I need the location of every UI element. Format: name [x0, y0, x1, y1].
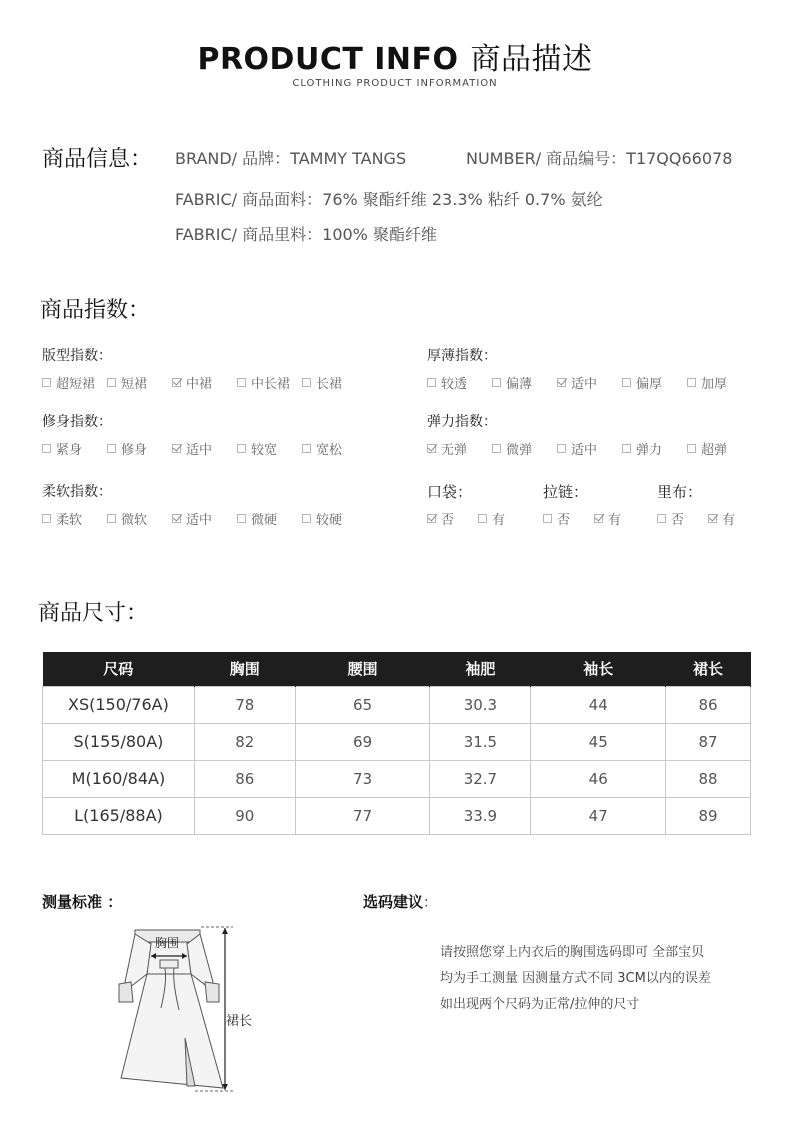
- checkbox-icon: [237, 444, 246, 453]
- index-option[interactable]: [427, 439, 467, 458]
- size-value-cell: 82: [194, 723, 295, 760]
- index-option[interactable]: [107, 373, 147, 392]
- index-option-label: 偏薄: [506, 377, 533, 392]
- index-option-label: 无弹: [441, 443, 468, 458]
- index-option-label: 中长裙: [251, 377, 291, 392]
- index-option-label: 较硬: [316, 513, 343, 528]
- feature-option[interactable]: [657, 509, 684, 528]
- checkbox-icon: [492, 444, 501, 453]
- index-option[interactable]: [687, 439, 727, 458]
- advice-heading-text: 选码建议: [363, 893, 424, 911]
- feature-option[interactable]: [708, 509, 735, 528]
- info-heading: 商品信息：: [42, 147, 153, 172]
- checked-box-icon: [557, 378, 566, 387]
- checkbox-icon: [107, 514, 116, 523]
- index-option[interactable]: [557, 373, 597, 392]
- checkbox-icon: [302, 378, 311, 387]
- size-table: [42, 652, 751, 835]
- index-option-label: 适中: [186, 513, 213, 528]
- size-value-cell: 89: [666, 797, 751, 834]
- checked-box-icon: [172, 514, 181, 523]
- index-option[interactable]: [492, 439, 532, 458]
- fabric-line: FABRIC/ 商品面料：76% 聚酯纤维 23.3% 粘纤 0.7% 氨纶: [175, 190, 603, 209]
- checkbox-icon: [42, 444, 51, 453]
- index-option[interactable]: [107, 439, 147, 458]
- index-option-label: 超短裙: [56, 377, 96, 392]
- checkbox-icon: [622, 378, 631, 387]
- feature-option-label: 有: [722, 513, 736, 528]
- table-row: [43, 797, 751, 834]
- index-option-label: 短裙: [121, 377, 148, 392]
- size-value-cell: 78: [194, 686, 295, 723]
- size-table-header: [43, 652, 751, 686]
- index-group-label: 弹力指数：: [427, 414, 497, 430]
- checked-box-icon: [172, 444, 181, 453]
- size-value-cell: 47: [531, 797, 666, 834]
- feature-option[interactable]: [478, 509, 505, 528]
- brand-line: BRAND/ 品牌：TAMMY TANGS: [175, 149, 407, 168]
- feature-group-label: 里布：: [657, 483, 703, 501]
- checked-box-icon: [427, 444, 436, 453]
- index-option[interactable]: [427, 373, 467, 392]
- size-value-cell: 44: [531, 686, 666, 723]
- index-option[interactable]: [622, 373, 662, 392]
- advice-text: [440, 940, 711, 1018]
- length-label: 裙长: [226, 1014, 253, 1029]
- checkbox-icon: [302, 444, 311, 453]
- index-option[interactable]: [302, 439, 342, 458]
- index-option[interactable]: [557, 439, 597, 458]
- index-group-label: 柔软指数：: [42, 484, 112, 500]
- checkbox-icon: [42, 378, 51, 387]
- size-value-cell: 31.5: [430, 723, 531, 760]
- index-option[interactable]: [492, 373, 532, 392]
- number-line: NUMBER/ 商品编号：T17QQ66078: [466, 149, 733, 168]
- index-option-label: 适中: [571, 377, 598, 392]
- feature-group-label: 口袋：: [427, 483, 473, 501]
- checkbox-icon: [657, 514, 666, 523]
- index-option[interactable]: [42, 373, 95, 392]
- checkbox-icon: [687, 378, 696, 387]
- checkbox-icon: [557, 444, 566, 453]
- index-option-label: 适中: [571, 443, 598, 458]
- checkbox-icon: [478, 514, 487, 523]
- title-en: PRODUCT INFO: [197, 42, 459, 77]
- size-label-cell: L(165/88A): [43, 797, 195, 834]
- checked-box-icon: [427, 514, 436, 523]
- size-column-header: 袖肥: [430, 652, 531, 686]
- size-value-cell: 69: [295, 723, 430, 760]
- index-option-label: 偏厚: [636, 377, 663, 392]
- feature-group-label: 拉链：: [543, 483, 589, 501]
- lining-line: FABRIC/ 商品里料：100% 聚酯纤维: [175, 225, 437, 244]
- index-option[interactable]: [42, 439, 82, 458]
- index-option[interactable]: [687, 373, 727, 392]
- chest-label: 胸围: [155, 936, 180, 950]
- size-column-header: 腰围: [295, 652, 430, 686]
- size-value-cell: 45: [531, 723, 666, 760]
- checkbox-icon: [492, 378, 501, 387]
- page-title: [0, 34, 790, 78]
- size-value-cell: 77: [295, 797, 430, 834]
- index-option-label: 微软: [121, 513, 148, 528]
- index-option-label: 弹力: [636, 443, 663, 458]
- feature-option-label: 否: [557, 513, 571, 528]
- index-heading: 商品指数：: [40, 298, 151, 323]
- index-option[interactable]: [172, 373, 212, 392]
- checkbox-icon: [543, 514, 552, 523]
- index-option-label: 加厚: [701, 377, 728, 392]
- checked-box-icon: [594, 514, 603, 523]
- size-heading: 商品尺寸：: [38, 601, 149, 626]
- index-option[interactable]: [237, 373, 290, 392]
- advice-line: 均为手工测量 因测量方式不同 3CM以内的误差: [440, 971, 711, 986]
- index-option[interactable]: [107, 509, 147, 528]
- size-column-header: 胸围: [194, 652, 295, 686]
- feature-option-label: 否: [441, 513, 455, 528]
- size-value-cell: 86: [666, 686, 751, 723]
- dress-diagram: [105, 918, 265, 1098]
- checkbox-icon: [107, 444, 116, 453]
- index-option-label: 较宽: [251, 443, 278, 458]
- index-option-label: 宽松: [316, 443, 343, 458]
- index-option[interactable]: [237, 509, 277, 528]
- table-row: [43, 686, 751, 723]
- index-option-label: 适中: [186, 443, 213, 458]
- size-label-cell: S(155/80A): [43, 723, 195, 760]
- size-value-cell: 88: [666, 760, 751, 797]
- index-option[interactable]: [237, 439, 277, 458]
- checkbox-icon: [237, 378, 246, 387]
- size-column-header: 裙长: [666, 652, 751, 686]
- index-group-label: 厚薄指数：: [427, 348, 497, 364]
- index-group-label: 版型指数：: [42, 348, 112, 364]
- size-value-cell: 33.9: [430, 797, 531, 834]
- size-value-cell: 65: [295, 686, 430, 723]
- feature-option[interactable]: [427, 509, 454, 528]
- index-option-label: 微弹: [506, 443, 533, 458]
- index-option-label: 长裙: [316, 377, 343, 392]
- size-label-cell: XS(150/76A): [43, 686, 195, 723]
- checkbox-icon: [107, 378, 116, 387]
- size-label-cell: M(160/84A): [43, 760, 195, 797]
- size-value-cell: 73: [295, 760, 430, 797]
- checked-box-icon: [172, 378, 181, 387]
- size-value-cell: 87: [666, 723, 751, 760]
- index-option[interactable]: [302, 373, 342, 392]
- index-option-label: 柔软: [56, 513, 83, 528]
- index-option[interactable]: [172, 509, 212, 528]
- page-subtitle: CLOTHING PRODUCT INFORMATION: [292, 78, 498, 89]
- advice-heading-colon: ：: [423, 895, 438, 911]
- index-option-label: 较透: [441, 377, 468, 392]
- index-option-label: 微硬: [251, 513, 278, 528]
- checkbox-icon: [42, 514, 51, 523]
- size-value-cell: 46: [531, 760, 666, 797]
- size-column-header: 尺码: [43, 652, 195, 686]
- index-option[interactable]: [302, 509, 342, 528]
- advice-heading: [363, 891, 437, 912]
- advice-line: 请按照您穿上内衣后的胸围选码即可 全部宝贝: [440, 945, 705, 960]
- size-value-cell: 32.7: [430, 760, 531, 797]
- size-value-cell: 30.3: [430, 686, 531, 723]
- table-row: [43, 760, 751, 797]
- index-option[interactable]: [42, 509, 82, 528]
- advice-line: 如出现两个尺码为正常/拉伸的尺寸: [440, 997, 640, 1012]
- index-option-label: 修身: [121, 443, 148, 458]
- index-option[interactable]: [622, 439, 662, 458]
- checkbox-icon: [687, 444, 696, 453]
- size-table-body: [43, 686, 751, 834]
- measure-heading: 测量标准 ：: [42, 893, 123, 911]
- checkbox-icon: [302, 514, 311, 523]
- index-option[interactable]: [172, 439, 212, 458]
- size-value-cell: 90: [194, 797, 295, 834]
- index-option-label: 中裙: [186, 377, 213, 392]
- size-value-cell: 86: [194, 760, 295, 797]
- checkbox-icon: [237, 514, 246, 523]
- feature-option-label: 否: [671, 513, 685, 528]
- index-group-label: 修身指数：: [42, 414, 112, 430]
- table-row: [43, 723, 751, 760]
- checkbox-icon: [622, 444, 631, 453]
- feature-option-label: 有: [608, 513, 622, 528]
- feature-option-label: 有: [492, 513, 506, 528]
- feature-option[interactable]: [543, 509, 570, 528]
- title-cn: 商品描述: [470, 42, 593, 77]
- checked-box-icon: [708, 514, 717, 523]
- index-option-label: 超弹: [701, 443, 728, 458]
- feature-option[interactable]: [594, 509, 621, 528]
- size-column-header: 袖长: [531, 652, 666, 686]
- index-option-label: 紧身: [56, 443, 83, 458]
- checkbox-icon: [427, 378, 436, 387]
